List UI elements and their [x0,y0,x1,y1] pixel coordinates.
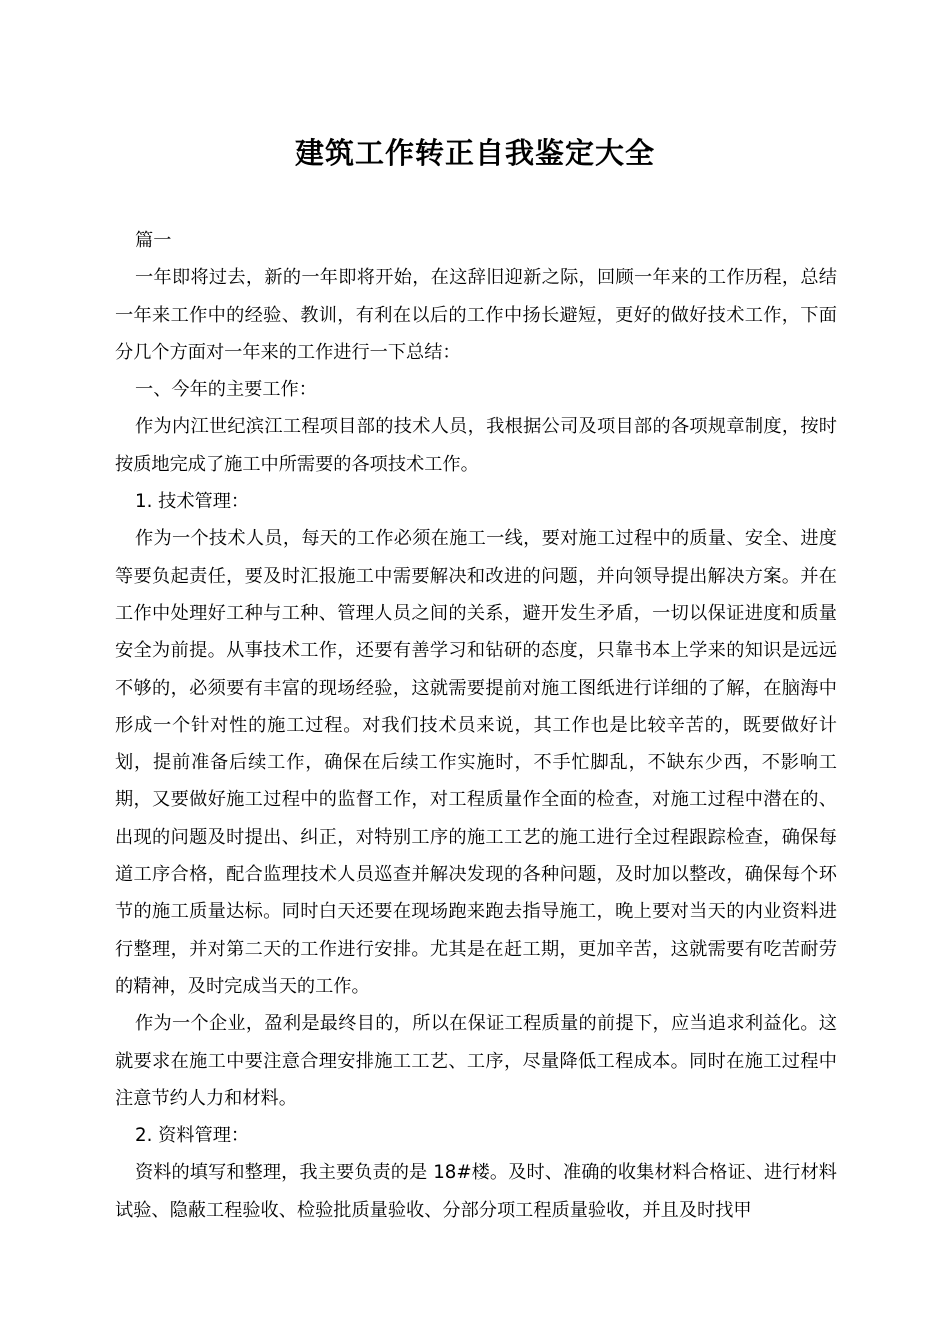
section-heading: 一、今年的主要工作： [135,379,317,401]
intro-paragraph: 一年即将过去，新的一年即将开始，在这辞旧迎新之际，回顾一年来的工作历程，总结一年来工作中的经验、教训，有利在以后的工作中扬长避短，更好的做好技术工作，下面分几个方面对一年来的工作进行一下总结： [115,267,837,363]
body-paragraph: 资料的填写和整理，我主要负责的是 18#楼。及时、准确的收集材料合格证、进行材料试验、隐蔽工程验收、检验批质量验收、分部分项工程质量验收，并且及时找甲 [115,1162,837,1221]
document-body [115,222,837,1229]
subsection-heading: 2. 资料管理： [135,1125,250,1147]
body-paragraph: 作为一个技术人员，每天的工作必须在施工一线，要对施工过程中的质量、安全、进度等要负起责任，要及时汇报施工中需要解决和改进的问题，并向领导提出解决方案。并在工作中处理好工种与工种、管理人员之间的关系，避开发生矛盾，一切以保证进度和质量安全为前提。从事技术工作，还要有善学习和钻研的态度，只靠书本上学来的知识是远远不够的，必须要有丰富的现场经验，这就需要提前对施工图纸进行详细的了解，在脑海中形成一个针对性的施工过程。对我们技术员来说，其工作也是比较辛苦的，既要做好计划，提前准备后续工作，确保在后续工作实施时，不手忙脚乱，不缺东少西，不影响工期，又要做好施工过程中的监督工作，对工程质量作全面的检查，对施工过程中潜在的、出现的问题及时提出、纠正，对特别工序的施工工艺的施工进行全过程跟踪检查，确保每道工序合格，配合监理技术人员巡查并解决发现的各种问题，及时加以整改，确保每个环节的施工质量达标。同时白天还要在现场跑来跑去指导施工，晚上要对当天的内业资料进行整理，并对第二天的工作进行安排。尤其是在赶工期，更加辛苦，这就需要有吃苦耐劳的精神，及时完成当天的工作。 [115,528,837,997]
subsection-heading: 1. 技术管理： [135,491,250,513]
body-paragraph: 作为一个企业，盈利是最终目的，所以在保证工程质量的前提下，应当追求利益化。这就要求在施工中要注意合理安排施工工艺、工序，尽量降低工程成本。同时在施工过程中注意节约人力和材料。 [115,1013,837,1109]
document-title: 建筑工作转正自我鉴定大全 [294,136,655,170]
body-paragraph: 作为内江世纪滨江工程项目部的技术人员，我根据公司及项目部的各项规章制度，按时按质地完成了施工中所需要的各项技术工作。 [115,416,837,475]
section-label: 篇一 [135,230,172,251]
